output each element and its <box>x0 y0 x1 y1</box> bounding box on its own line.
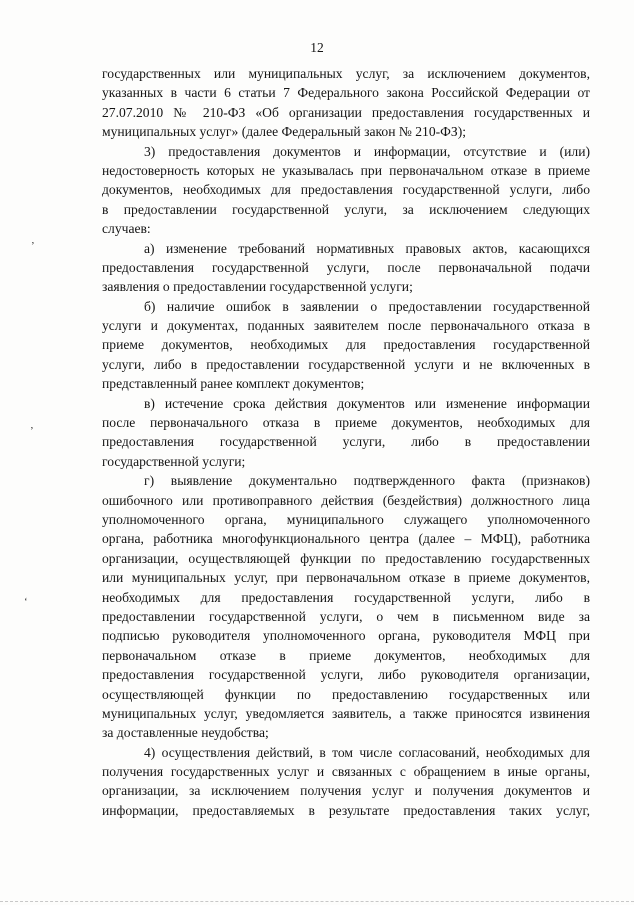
text-line: указанных в части 6 статьи 7 Федерального закона Российской Федерации от <box>102 85 590 101</box>
body-text <box>102 64 590 820</box>
text-line: государственных или муниципальных услуг, за исключением документов, <box>102 66 590 81</box>
text-line: муниципальных услуг» (далее Федеральный закон № 210-ФЗ); <box>102 124 467 140</box>
paragraph-start-line: а) изменение требований нормативных правовых актов, касающихся <box>144 240 590 256</box>
text-line: или муниципальных услуг, при первоначальном отказе в приеме документов, <box>102 570 590 586</box>
text-line: осуществляющей функции по предоставлению государственных или <box>102 686 590 702</box>
text-line: приеме документов, необходимых для предоставления государственной <box>102 337 590 353</box>
text-line: заявления о предоставлении государственной услуги; <box>102 279 413 295</box>
text-line: после первоначального отказа в приеме документов, необходимых для <box>102 415 590 431</box>
text-line: муниципальных услуг, уведомляется заявитель, а также приносятся извинения <box>102 705 590 721</box>
paragraph-start-line: в) истечение срока действия документов или изменение информации <box>144 395 590 411</box>
page-number: 12 <box>310 40 324 55</box>
text-line: организации, осуществляющей функции по предоставлению государственных <box>102 550 590 566</box>
paragraph-start-line: б) наличие ошибок в заявлении о предоставлении государственной <box>144 298 590 314</box>
text-line: государственной услуги; <box>102 453 246 469</box>
text-line: представленный ранее комплект документов; <box>102 376 365 392</box>
margin-mark: ‘ <box>24 596 28 608</box>
text-line: информации, предоставляемых в результате предоставления таких услуг, <box>102 802 590 818</box>
text-line: органа, работника многофункционального центра (далее – МФЦ), работника <box>102 531 590 547</box>
text-line: документов, необходимых для предоставления государственной услуги, либо <box>102 182 590 198</box>
text-line: ошибочного или противоправного действия (бездействия) должностного лица <box>102 492 590 508</box>
paragraph-start-line: 4) осуществления действий, в том числе согласований, необходимых для <box>144 744 590 760</box>
scan-edge-line <box>0 901 634 903</box>
text-line: в предоставлении государственной услуги, за исключением следующих <box>102 201 590 217</box>
paragraph-start-line: 3) предоставления документов и информации, отсутствие и (или) <box>144 143 590 159</box>
text-line: подписью руководителя уполномоченного органа, руководителя МФЦ при <box>102 628 590 644</box>
text-line: за доставленные неудобства; <box>102 725 269 741</box>
text-line: услуги, либо в предоставлении государственной услуги и не включенных в <box>102 356 590 372</box>
text-line: уполномоченного органа, муниципального служащего уполномоченного <box>102 511 590 527</box>
text-line: организации, за исключением получения услуг и получения документов и <box>102 783 590 799</box>
text-line: предоставления государственной услуги, либо руководителя организации, <box>102 667 590 683</box>
margin-mark: ’ <box>30 425 34 437</box>
text-line: получения государственных услуг и связанных с обращением в иные органы, <box>102 764 590 780</box>
text-line: первоначальном отказе в приеме документов, необходимых для <box>102 647 590 663</box>
text-line: необходимых для предоставления государственной услуги, либо в <box>102 589 590 605</box>
text-line: услуги и документах, поданных заявителем после первоначального отказа в <box>102 318 590 334</box>
text-line: недостоверность которых не указывалась при первоначальном отказе в приеме <box>102 162 590 178</box>
paragraph-start-line: г) выявление документально подтвержденного факта (признаков) <box>144 473 590 489</box>
text-line: случаев: <box>102 221 151 237</box>
text-line: предоставлении государственной услуги, о чем в письменном виде за <box>102 608 590 624</box>
margin-mark: ‚ <box>31 234 35 246</box>
text-line: предоставления государственной услуги, либо в предоставлении <box>102 434 590 450</box>
text-line: предоставления государственной услуги, после первоначальной подачи <box>102 259 590 275</box>
text-line: 27.07.2010 № 210-ФЗ «Об организации предоставления государственных и <box>102 104 590 120</box>
